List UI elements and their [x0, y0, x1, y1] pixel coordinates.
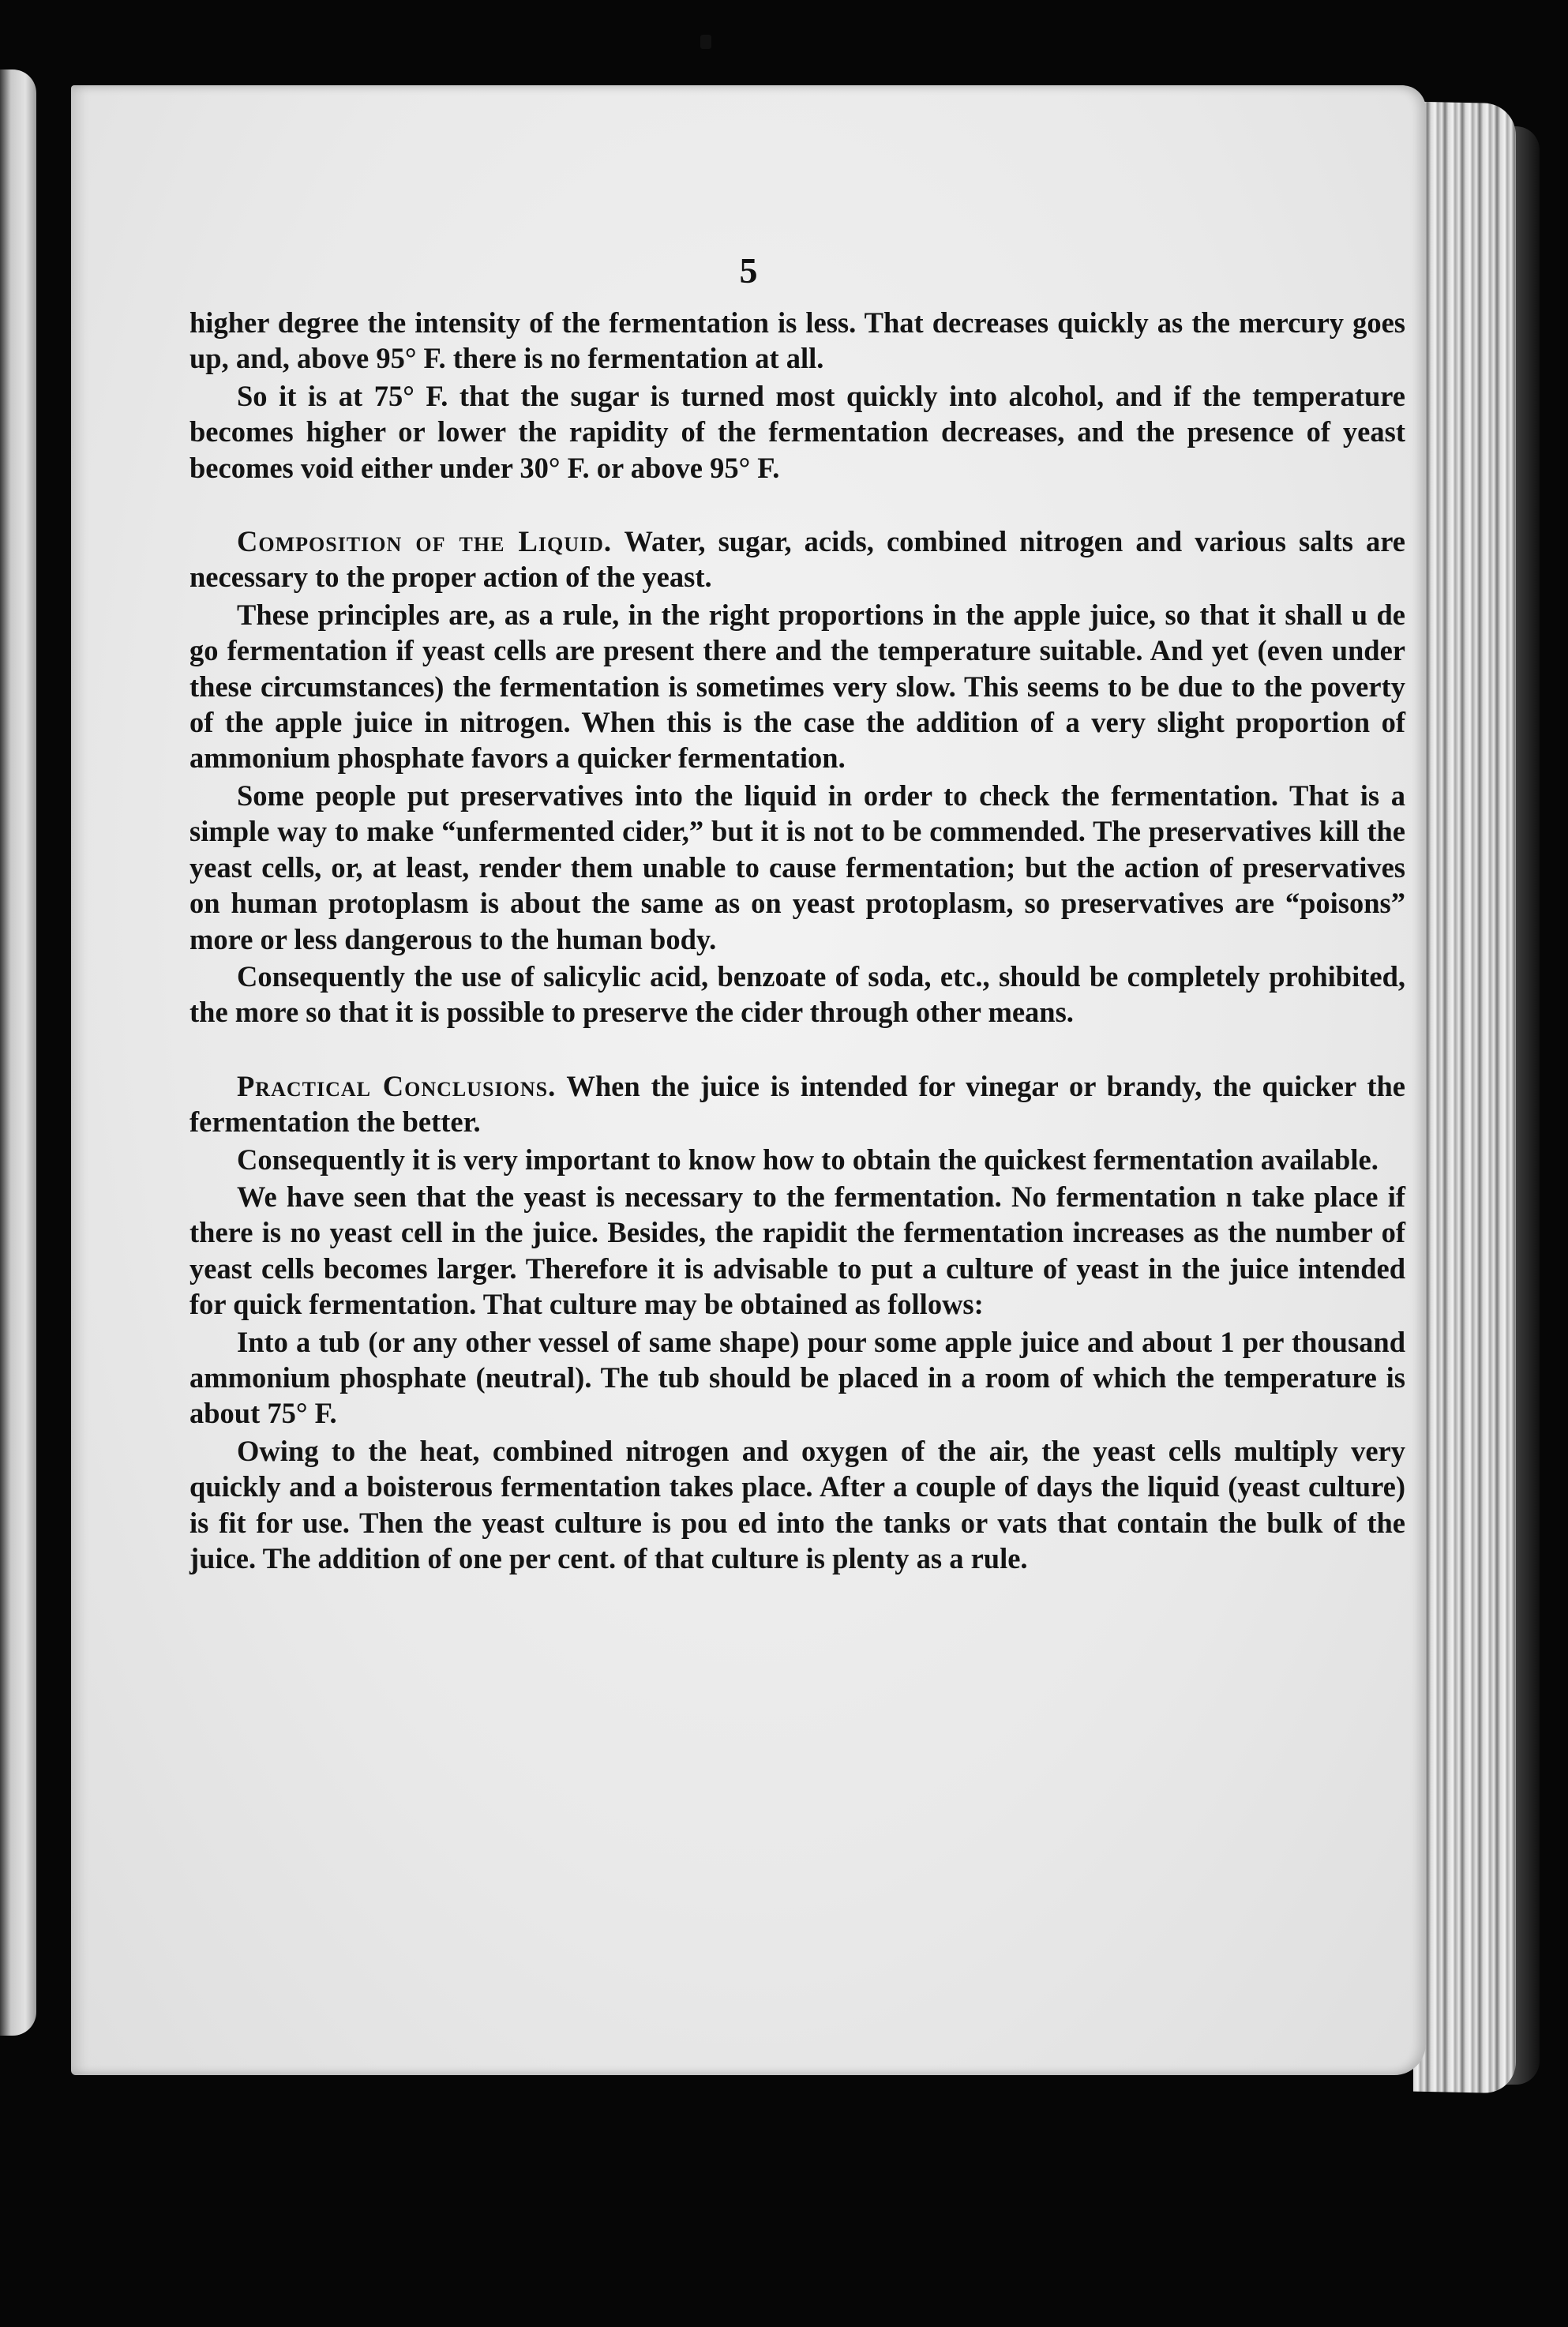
paragraph-text: Consequently it is very important to know how to obtain the quickest fermentation available.: [237, 1143, 1379, 1176]
paragraph-text: Water, sugar, acids, combined nitrogen and various salts are necessary to the proper action of the yeast.: [189, 525, 1406, 594]
section-heading: Composition of the Liquid.: [237, 525, 613, 558]
paragraph-text: Some people put preservatives into the liquid in order to check the fermentation. That is a simple way to make “unfermented cider,” but it is not to be commended. The preservatives kill the yeast cells, or, at least, render them unable to cause fermentation; but the action of preservatives on human protoplasm is about the same as on yeast protoplasm, so preservatives are “poisons” more or less dangerous to the human body.: [189, 779, 1405, 955]
paragraph: [189, 1433, 1405, 1577]
paragraph-text: Consequently the use of salicylic acid, benzoate of soda, etc., should be completely prohibited, the more so that it is possible to preserve the cider through other means.: [189, 959, 1405, 1029]
paragraph-text: When the juice is intended for vinegar or brandy, the quicker the fermentation the better.: [189, 1069, 1405, 1139]
scan-speck: [700, 35, 711, 49]
paragraph: [189, 1179, 1405, 1323]
paragraph: [189, 1324, 1405, 1432]
adjacent-page-edge: [0, 69, 36, 2036]
paragraph-continuation: [189, 305, 1405, 377]
paragraph: [189, 597, 1405, 776]
paragraph-text: These principles are, as a rule, in the right proportions in the apple juice, so that it shall u de go fermentation if yeast cells are present there and the temperature suitable. And yet (even under these circumstances) the fermentation is sometimes very slow. This seems to be due to the poverty of the apple juice in nitrogen. When this is the case the addition of a very slight proportion of ammonium phosphate favors a quicker fermentation.: [189, 598, 1405, 775]
paragraph-text: Owing to the heat, combined nitrogen and oxygen of the air, the yeast cells multiply very quickly and a boisterous fermentation takes place. After a couple of days the liquid (yeast culture) is fit for use. Then the yeast culture is pou ed into the tanks or vats that contain the bulk of the juice. The addition of one per cent. of that culture is plenty as a rule.: [189, 1434, 1405, 1574]
section-paragraph-conclusions: [189, 1068, 1405, 1140]
page-number: 5: [739, 250, 758, 291]
section-paragraph-composition: [189, 524, 1405, 595]
paragraph-text: higher degree the intensity of the fermentation is less. That decreases quickly as the mercury goes up, and, above 95° F. there is no fermentation at all.: [189, 306, 1405, 375]
paragraph-text: We have seen that the yeast is necessary to the fermentation. No fermentation n take place if there is no yeast cell in the juice. Besides, the rapidit the fermentation increases as the number of yeast cells becomes larger. Therefore it is advisable to put a culture of yeast in the juice intended for quick fermentation. That culture may be obtained as follows:: [189, 1180, 1405, 1321]
paragraph: [189, 378, 1405, 486]
paragraph: [189, 959, 1405, 1030]
paragraph: [189, 778, 1405, 957]
section-heading: Practical Conclusions.: [237, 1069, 557, 1102]
body-text: [189, 305, 1405, 1576]
book-page: [71, 85, 1426, 2075]
paragraph-text: Into a tub (or any other vessel of same shape) pour some apple juice and about 1 per thousand ammonium phosphate (neutral). The tub should be placed in a room of which the temperature is about 75° F.: [189, 1325, 1405, 1430]
paragraph-text: So it is at 75° F. that the sugar is turned most quickly into alcohol, and if the temperature becomes higher or lower the rapidity of the fermentation decreases, and the presence of yeast becomes void either under 30° F. or above 95° F.: [189, 379, 1405, 484]
paragraph: [189, 1142, 1405, 1177]
page-stack-edges: [1413, 102, 1516, 2094]
